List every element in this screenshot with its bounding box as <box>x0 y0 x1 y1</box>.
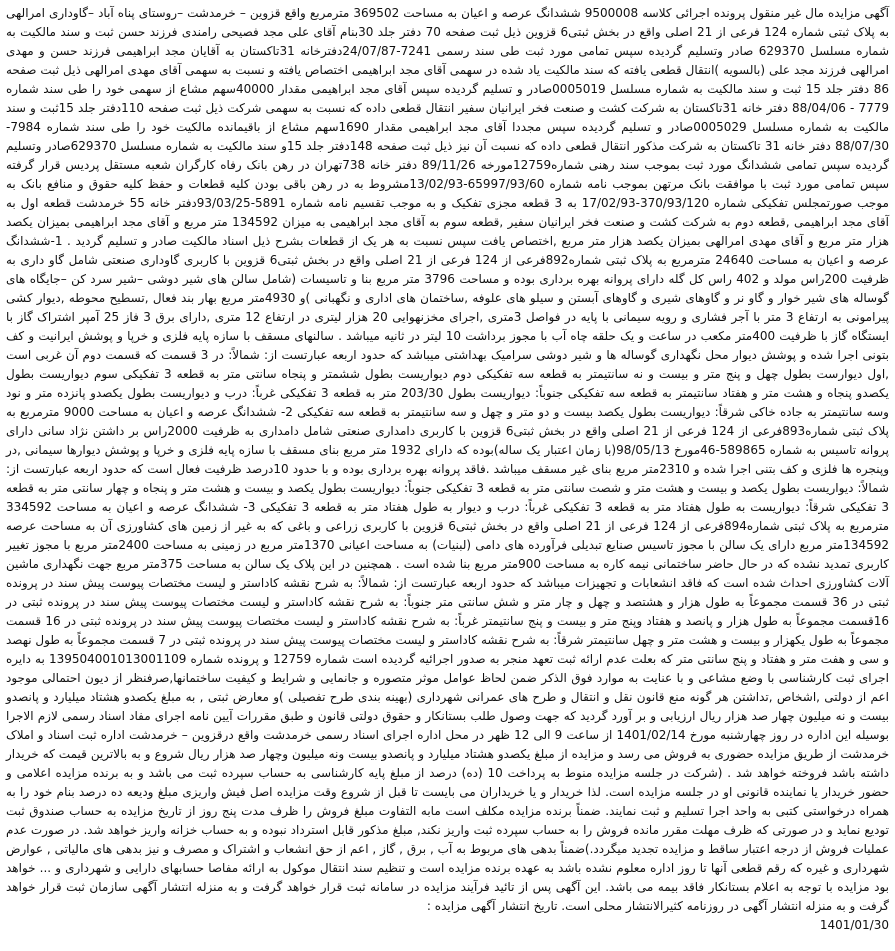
publication-date: 1401/01/30 <box>819 918 889 932</box>
notice-body-text: آگهی مزایده مال غیر منقول پرونده اجرائی کلاسه 9500008 ششدانگ عرصه و اعیان به مساحت 369502 مترمربع واقع قزوین – خرمدشت –روستای پناه آباد –گاوداری امرالهی به پلاک ثبتی شماره 124 فرعی از 21 اصلی واقع در بخش ثبتی6 قزوین ذیل ثبت صفحه 70 دفتر جلد 30بنام آقای علی مجد فصیحی رامندی فرزند حسن ثبت و سند مالکیت به شماره مسلسل 629370 صادر وتسلیم گردیده سپس تمامی مورد ثبت طی سند رسمی 7241-24/07/87دفترخانه 31تاکستان به آقایان مجد ابراهیمی فرزند حسن و مهدی امرالهی فرزند مجد علی (بالسویه )انتقال قطعی یافته که سند مالکیت یاد شده در سهمی آقای مجد ابراهیمی اختصاص یافته و نسبت به سهمی آقای مهدی امرالهی ذیل ثبت صفحه 86 دفتر جلد 15 ثبت و سند مالکیت به شماره مسلسل 0005019صادر و تسلیم گردیده سپس آقای مجد ابراهیمی مقدار 40000سهم مشاع از سهمی خود را طی سند شماره 7779 - 88/04/06 دفتر خانه 31تاکستان به شرکت کشت و صنعت فخر ایرانیان سفیر انتقال قطعی داده که نسبت به سهمی شرکت ذیل ثبت صفحه 110دفتر جلد 15ثبت و سند مالکیت به شماره مسلسل 0005029صادر و تسلیم گردیده سپس مجددا آقای مجد ابراهیمی مقدار 1690سهم مشاع از باقیمانده مالکیت خود را طی سند شماره 7984-88/07/30 دفتر خانه 31 تاکستان به شرکت مذکور انتقال قطعی داده که نسبت آن نیز ذیل ثبت صفحه 148دفتر جلد 15و سند مالکیت به شماره مسلسل 629370صادر وتسلیم گردیده سپس تمامی ششدانگ مورد ثبت بموجب سند رهنی شماره12759مورخه 89/11/26 دفتر خانه 738تهران در رهن بانک رفاه کارگران شعبه مستقل پردیس قرار گرفته سپس تمامی مورد ثبت با موافقت بانک مرتهن بموجب نامه شماره 65997/93/60-13/02/93مشروط به در رهن باقی بودن کلیه قطعات و حفظ کلیه حقوق و منافع بانک به موجب صورتمجلس تفکیکی شماره 370/93/120-17/02/93 به 3 قطعه مجزی تفکیک و به موجب تقسیم نامه شماره 5891-93/03/25دفتر خانه 55 خرمدشت قطعه اول به آقای مجد ابراهیمی ,قطعه دوم به شرکت کشت و صنعت فخر ایرانیان سفیر ,قطعه سوم به آقای مجد ابراهیمی به میزان 134592 متر مربع و آقای مجد ابراهیمی بمیزان یکصد هزار متر مربع و آقای مهدی امرالهی بمیزان یکصد هزار متر مربع ,اختصاص یافت سپس نسبت به هر یک از قطعات بشرح ذیل اسناد مالکیت صادر و تسلیم گردید . 1-ششدانگ عرصه و اعیان به مساحت 24640 مترمربع به پلاک ثبتی شماره892فرعی از 124 فرعی از 21 اصلی واقع در بخش ثبتی6 قزوین با کاربری گاوداری صنعتی شامل گاو داری به ظرفیت 200راس مولد و 402 راس کل گله دارای پروانه بهره برداری بوده و مساحت 3796 متر مربع بنا و تاسیسات (شامل سالن های شیر دوشی –شیر سرد کن –جایگاه های گوساله های شیر خوار و گاو نر و گاوهای شیری و گاوهای آبستن و سیلو های علوفه ,ساختمان های اداری و نگهبانی )و 4930متر مربع بهار بند فعال ,تسطیح محوطه ,دیوار کشی پیرامونی به ارتفاع 3 متر با آجر فشاری و رویه سیمانی با پایه در فواصل 3متری ,اجرای مخزنهوایی 20 هزار لیتری در ارتفاع 12 متری ,دارای برق 3 فاز 25 آمپر اشتراک گاز با ایستگاه گاز با ظرفیت 400متر مکعب در ساعت و یک حلقه چاه آب با مجوز برداشت 10 لیتر در ثانیه میباشد . سالنهای مسقف با سازه پایه فلزی و خرپا و پوشش ایرانیت و کف بتونی اجرا شده و پوشش دیوار محل نگهداری گوساله ها و شیر دوشی سرامیک بهداشتی میباشد که حدود اربعه عبارتست از: شمالاً: در 3 قسمت که قسمت دوم آن غربی است ,اول دیوارست بطول چهل و پنج متر و بیست و نه سانتیمتر به قطعه سه تفکیکی دوم دیواریست بطول ششمتر و پنجاه سانتی متر به قطعه 3 تفکیکی سوم دیواریست بطول یکصدو پنجاه و هشت متر و هفتاد سانتیمتر به قطعه سه تفکیکی جنوباً: دیواریست بطول 203/30 متر به قطعه 3 تفکیکی غرباً: درب و دیواریست بطول یکصدو پانزده متر و نود وسه سانتیمتر به جاده خاکی شرقاً: دیواریست بطول یکصد بیست و دو متر و چهل و سه سانتیمتر به قطعه سه تفکیکی 2- ششدانگ عرصه و اعیان به مساحت 9000 مترمربع به پلاک ثبتی شماره893فرعی از 124 فرعی از 21 اصلی واقع در بخش ثبتی6 قزوین با کاربری دامداری صنعتی شامل دامداری به ظرفیت 2000راس بر داشتن نژاد سانی دارای پروانه تاسیس به شماره 589865-46مورخ 98/05/13(با زمان اعتبار یک ساله)بوده که دارای 1932 متر مربع بنای مسقف با سازه پایه فلزی و خرپا و پوشش دیوارها سیمانی ,در وپنجره ها فلزی و کف بتنی اجرا شده و 2310متر مربع بنای غیر مسقف میباشد .فاقد پروانه بهره برداری بوده و با حدود 10درصد ظرفیت فعال است که حدود اربعه عبارتست از: شمالاً: دیواریست بطول یکصد و بیست و هشت متر و شصت سانتی متر به قطعه 3 تفکیکی جنوباً: دیواریست بطول یکصد و بیست و هشت متر و پنجاه و چهار سانتی متر به قطعه 3 تفکیکی شرقاً: دیواریست به طول هفتاد متر به قطعه 3 تفکیکی غرباً: درب و دیوار به طول هفتاد متر به قطعه 3 تفکیکی 3- ششدانگ عرصه و اعیان به مساحت 334592 مترمربع به پلاک ثبتی شماره894فرعی از 124 فرعی از 21 اصلی واقع در بخش ثبتی6 قزوین با کاربری زراعی و باغی که به غیر از زمین های کشاورزی آن به مساحت عرصه 134592متر مربع دارای یک سالن با مجوز تاسیس صنایع تبدیلی فرآورده های دامی (لبنیات) به مساحت اعیانی 1370متر مربع در زمینی به مساحت 2400متر مربع با مجوز تغییر کاربری تمدید نشده که در حال حاضر ساختمانی نیمه کاره به مساحت 900متر مربع بنا شده است . همچنین در این پلاک یک سالن به مساحت 375متر مربع جهت نگهداری ماشین آلات کشاورزی احداث شده است که فاقد انشعابات و تجهیزات میباشد که حدود اربعه عبارتست از: شمالاً: به شرح نقشه کاداستر و لیست مختصات پیوست پیش سند در پرونده ثبتی در 36 قسمت مجموعاً به طول هزار و هشتصد و چهل و چار متر و شش سانتی متر جنوباً: به شرح نقشه کاداستر و لیست مختصات پیوست پیش سند در پرونده ثبتی در 16قسمت مجموعاً به طول هزار و پانصد و هفتاد وپنج متر و بیست و پنج سانتیمتر غرباً: به شرح نقشه کاداستر و لیست مختصات پیوست پیش سند در پرونده ثبتی در 16 قسمت مجموعاً به طول یکهزار و بیست و هشت متر و چهل سانتیمتر شرقاً: به شرح نقشه کاداستر و لیست مختصات پیوست پیش سند در پرونده ثبتی در 7 قسمت مجموعاً به طول نهصد و سی و هفت متر و هفتاد و پنج سانتی متر که بعلت عدم ارائه ثبت تعهد منجر به صدور اجرائیه گردیده است شماره 12759 و پرونده شماره 139504001013001109 به دایره اجرای ثبت کارشناسی با وضع مشاعی و با عنایت به موارد فوق الذکر ضمن لحاظ عوامل موثر متصوره و جانمایی و شرایط و کیفیت ساختمانها,صرفنظر از دیون احتمالی موجود اعم از دولتی ,اشخاص ,تداشتن هر گونه منع قانون نقل و انتقال و طرح های عمرانی شهرداری (بهینه بندی طرح تفصیلی )و معارض ثبتی , به مبلغ یکصدو هشتاد میلیارد و پانصدو بیست و نه میلیون چهار صد هزار ریال ارزیابی و بر آورد گردید که جهت وصول طلب بستانکار و حقوق دولتی قانون و طبق مقررات آیین نامه اجرای مفاد اسناد رسمی لازم الاجرا بوسیله این اداره در روز چهارشنبه مورخ 1401/02/14 از ساعت 9 الی 12 ظهر در محل اداره اجرای اسناد رسمی خرمدشت واقع درقزوین – خرمدشت اداره ثبت اسناد و املاک خرمدشت از طریق مزایده حضوری به فروش می رسد و مزایده از مبلغ یکصدو هشتاد میلیارد و پانصدو بیست ونه میلیون وچهار صد هزار ریال شروع و به بالاترین قیمت که خریدار داشته باشد فروخته خواهد شد . (شرکت در جلسه مزایده منوط به پرداخت 10 (ده) درصد از مبلغ پایه کارشناسی به حساب سپرده ثبت می باشد و به برنده مزایده اعلامی و حضور خریدار یا نماینده قانونی او در جلسه مزایده است. لذا خریدار و یا خریداران می بایست تا قبل از شروع وقت مزایده اصل فیش واریزی مبلغ ودیعه ده درصد بنام خود را به همراه درخواستی کتبی به واحد اجرا تسلیم و ثبت نمایند. ضمناً برنده مزایده مکلف است مابه التفاوت مبلغ فروش را ظرف مدت پنج روز از تاریخ مزایده به حساب صندوق ثبت تودیع نماید و در صورتی که ظرف مهلت مقرر مانده فروش را به حساب سپرده ثبت واریز نکند, مبلغ مذکور قابل استرداد نبوده و به حساب خزانه واریز خواهد شد. در صورت عدم عملیات فروش از درجه اعتبار ساقط و مزایده تجدید میگردد.)ضمناً بدهی های مربوط به آب , برق , گاز , اعم از حق انشعاب و اشتراک و مصرف و نیز بدهی های مالیاتی , عوارض شهرداری و غیره که رقم قطعی آنها تا روز اداره معلوم نشده باشد به عهده برنده مزایده است و تنظیم سند انتقال موکول به ارائه مفاصا حسابهای دارایی و شهرداری و ... خواهد بود مزایده با توجه به اعلام بستانکار فاقد بیمه می باشد. این آگهی پس از تائید فرآیند مزایده در سامانه ثبت قرار خواهد گرفت و به منزله انتشار آگهی سازمان ثبت قرار خواهد گرفت و به منزله انتشار آگهی در روزنامه کثیرالانتشار محلی است. تاریخ انتشار آگهی مزایده : <box>6 6 890 913</box>
